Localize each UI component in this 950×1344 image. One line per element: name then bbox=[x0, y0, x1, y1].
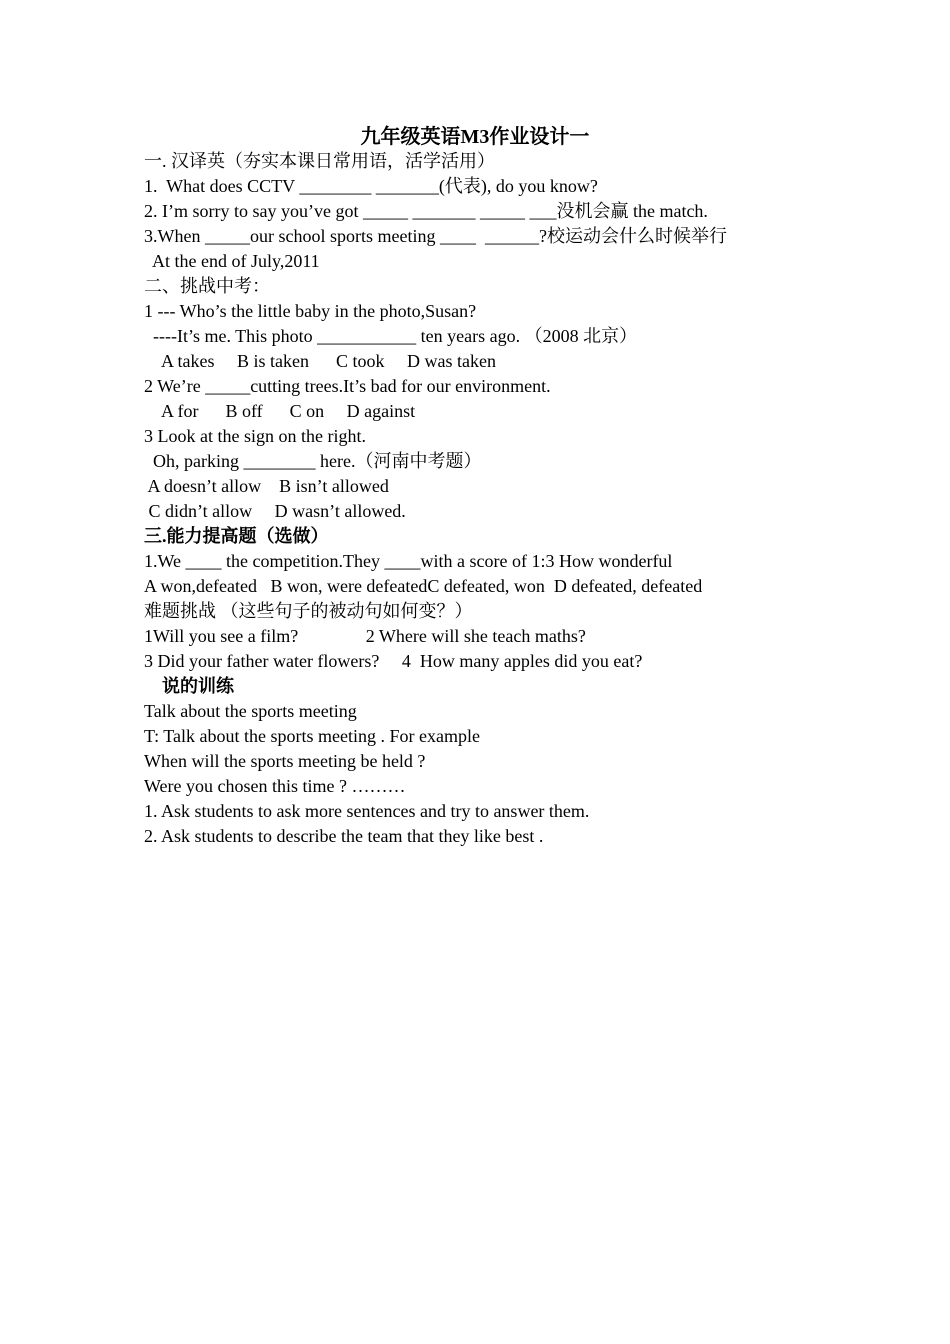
question-2-3-options-ab: A doesn’t allow B isn’t allowed bbox=[144, 476, 389, 496]
challenge-heading: 难题挑战 （这些句子的被动句如何变？） bbox=[144, 601, 473, 621]
speaking-task-2: 2. Ask students to describe the team that they like best . bbox=[144, 826, 544, 846]
question-1-1: 1. What does CCTV ________ _______(代表), do you know? bbox=[144, 176, 598, 196]
question-2-1-options: A takes B is taken C took D was taken bbox=[144, 351, 496, 371]
question-2-3: 3 Look at the sign on the right. bbox=[144, 426, 366, 446]
speaking-line-1: Talk about the sports meeting bbox=[144, 701, 357, 721]
speaking-line-3: When will the sports meeting be held ? bbox=[144, 751, 426, 771]
section-1-heading: 一. 汉译英（夯实本课日常用语，活学活用） bbox=[144, 151, 495, 171]
question-3-1-options: A won,defeated B won, were defeatedC defeated, won D defeated, defeated bbox=[144, 576, 703, 596]
challenge-row-1: 1Will you see a film? 2 Where will she teach maths? bbox=[144, 626, 586, 646]
question-2-1-cont: ----It’s me. This photo ___________ ten years ago. （2008 北京） bbox=[144, 326, 638, 346]
question-1-3: 3.When _____our school sports meeting ____ ______?校运动会什么时候举行 bbox=[144, 226, 727, 246]
section-3-heading: 三.能力提高题（选做） bbox=[144, 526, 329, 546]
question-2-2: 2 We’re _____cutting trees.It’s bad for our environment. bbox=[144, 376, 551, 396]
question-1-2: 2. I’m sorry to say you’ve got _____ _______ _____ ___没机会赢 the match. bbox=[144, 201, 708, 221]
question-2-3-cont: Oh, parking ________ here.（河南中考题） bbox=[144, 451, 482, 471]
section-2-heading: 二、挑战中考： bbox=[144, 276, 270, 296]
question-3-1: 1.We ____ the competition.They ____with a score of 1:3 How wonderful bbox=[144, 551, 673, 571]
speaking-task-1: 1. Ask students to ask more sentences and try to answer them. bbox=[144, 801, 590, 821]
document-title: 九年级英语M3作业设计一 bbox=[360, 126, 590, 148]
question-2-2-options: A for B off C on D against bbox=[144, 401, 416, 421]
speaking-line-4: Were you chosen this time ? ……… bbox=[144, 776, 406, 796]
question-2-3-options-cd: C didn’t allow D wasn’t allowed. bbox=[144, 501, 406, 521]
challenge-row-2: 3 Did your father water flowers? 4 How many apples did you eat? bbox=[144, 651, 643, 671]
question-2-1: 1 --- Who’s the little baby in the photo,Susan? bbox=[144, 301, 477, 321]
answer-1-3: At the end of July,2011 bbox=[144, 251, 320, 271]
speaking-line-2: T: Talk about the sports meeting . For example bbox=[144, 726, 480, 746]
speaking-heading: 说的训练 bbox=[144, 676, 234, 696]
document-body bbox=[144, 149, 804, 849]
